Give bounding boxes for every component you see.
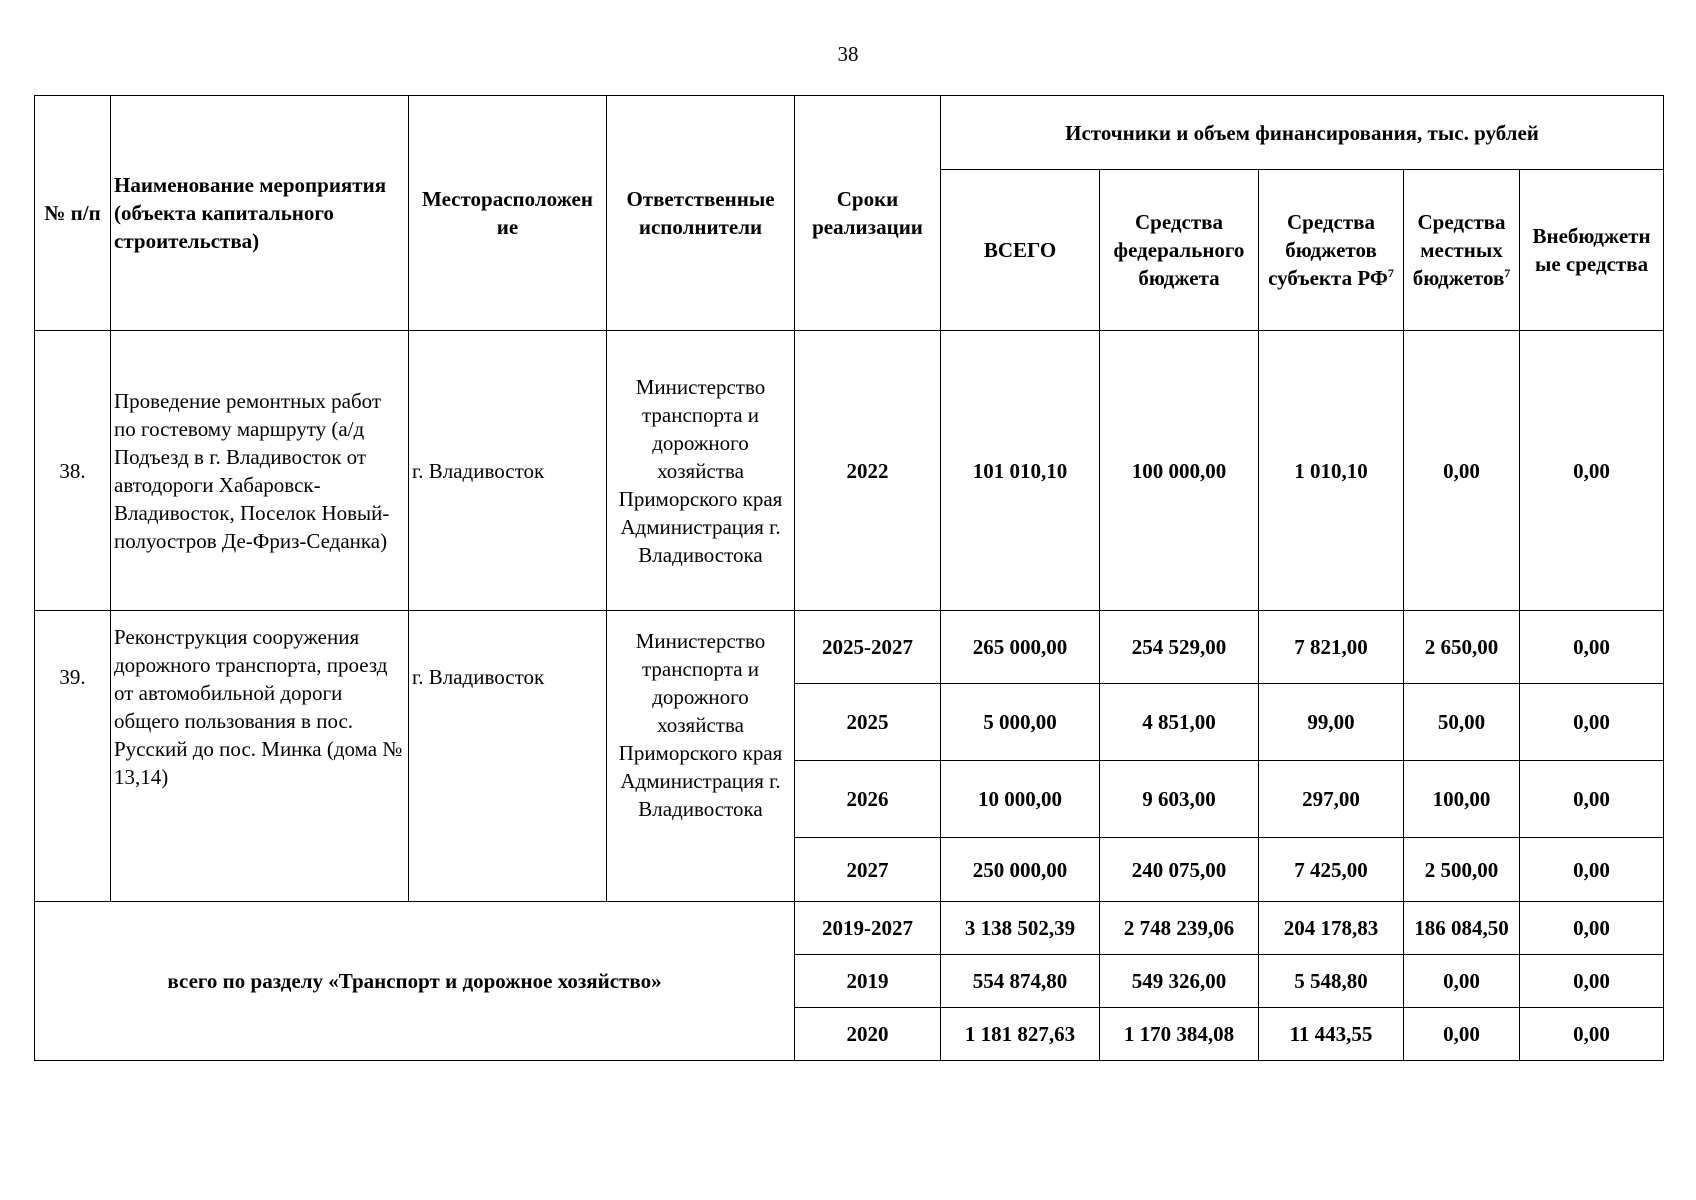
header-local-note: 7 xyxy=(1504,266,1511,280)
summary-term: 2020 xyxy=(795,1008,941,1061)
row-total: 101 010,10 xyxy=(941,331,1100,611)
row-term: 2025-2027 xyxy=(795,611,941,684)
row-extra: 0,00 xyxy=(1520,761,1664,838)
row-term: 2026 xyxy=(795,761,941,838)
summary-total: 554 874,80 xyxy=(941,955,1100,1008)
summary-term: 2019-2027 xyxy=(795,902,941,955)
row-executors: Министерство транспорта и дорожного хозяйства Приморского края Администрация г. Владивостока xyxy=(607,611,795,902)
row-name: Проведение ремонтных работ по гостевому маршруту (а/д Подъезд в г. Владивосток от автодороги Хабаровск-Владивосток, Поселок Новый-полуостров Де-Фриз-Седанка) xyxy=(111,331,409,611)
row-executors: Министерство транспорта и дорожного хозяйства Приморского края Администрация г. Владивостока xyxy=(607,331,795,611)
header-num: № п/п xyxy=(35,96,111,331)
row-federal: 9 603,00 xyxy=(1100,761,1259,838)
row-total: 265 000,00 xyxy=(941,611,1100,684)
summary-federal: 1 170 384,08 xyxy=(1100,1008,1259,1061)
row-local: 2 500,00 xyxy=(1404,838,1520,902)
row-subject: 1 010,10 xyxy=(1259,331,1404,611)
summary-label: всего по разделу «Транспорт и дорожное хозяйство» xyxy=(35,902,795,1061)
row-federal: 254 529,00 xyxy=(1100,611,1259,684)
table-row xyxy=(35,611,1664,684)
summary-extra: 0,00 xyxy=(1520,902,1664,955)
row-local: 0,00 xyxy=(1404,331,1520,611)
row-extra: 0,00 xyxy=(1520,838,1664,902)
header-total: ВСЕГО xyxy=(941,170,1100,331)
header-location: Месторасположен ие xyxy=(409,96,607,331)
summary-local: 186 084,50 xyxy=(1404,902,1520,955)
summary-subject: 11 443,55 xyxy=(1259,1008,1404,1061)
summary-total: 3 138 502,39 xyxy=(941,902,1100,955)
header-federal: Средства федерального бюджета xyxy=(1100,170,1259,331)
header-subject-note: 7 xyxy=(1387,266,1394,280)
row-location: г. Владивосток xyxy=(409,611,607,902)
summary-total: 1 181 827,63 xyxy=(941,1008,1100,1061)
summary-federal: 549 326,00 xyxy=(1100,955,1259,1008)
row-subject: 99,00 xyxy=(1259,684,1404,761)
header-local-label: Средства местных бюджетов xyxy=(1412,210,1506,290)
row-total: 10 000,00 xyxy=(941,761,1100,838)
summary-extra: 0,00 xyxy=(1520,955,1664,1008)
row-num: 38. xyxy=(35,331,111,611)
row-extra: 0,00 xyxy=(1520,684,1664,761)
row-subject: 7 821,00 xyxy=(1259,611,1404,684)
row-local: 2 650,00 xyxy=(1404,611,1520,684)
table-row xyxy=(35,331,1664,611)
summary-row xyxy=(35,902,1664,955)
header-name: Наименование мероприятия (объекта капитального строительства) xyxy=(111,96,409,331)
summary-subject: 204 178,83 xyxy=(1259,902,1404,955)
header-terms: Сроки реализации xyxy=(795,96,941,331)
row-total: 250 000,00 xyxy=(941,838,1100,902)
summary-term: 2019 xyxy=(795,955,941,1008)
row-name: Реконструкция сооружения дорожного транспорта, проезд от автомобильной дороги общего пользования в пос. Русский до пос. Минка (дома № 13,14) xyxy=(111,611,409,902)
funding-table xyxy=(34,95,1664,1061)
row-subject: 7 425,00 xyxy=(1259,838,1404,902)
row-subject: 297,00 xyxy=(1259,761,1404,838)
row-extra: 0,00 xyxy=(1520,331,1664,611)
summary-subject: 5 548,80 xyxy=(1259,955,1404,1008)
summary-local: 0,00 xyxy=(1404,955,1520,1008)
row-term: 2022 xyxy=(795,331,941,611)
header-funding-group: Источники и объем финансирования, тыс. рублей xyxy=(941,96,1664,170)
header-subject-label: Средства бюджетов субъекта РФ xyxy=(1268,210,1388,290)
row-local: 50,00 xyxy=(1404,684,1520,761)
row-extra: 0,00 xyxy=(1520,611,1664,684)
row-term: 2025 xyxy=(795,684,941,761)
row-federal: 100 000,00 xyxy=(1100,331,1259,611)
header-extra: Внебюджетн ые средства xyxy=(1520,170,1664,331)
summary-extra: 0,00 xyxy=(1520,1008,1664,1061)
header-local xyxy=(1404,170,1520,331)
row-num: 39. xyxy=(35,611,111,902)
row-federal: 240 075,00 xyxy=(1100,838,1259,902)
row-location: г. Владивосток xyxy=(409,331,607,611)
row-term: 2027 xyxy=(795,838,941,902)
summary-federal: 2 748 239,06 xyxy=(1100,902,1259,955)
page-number: 38 xyxy=(837,42,859,66)
header-executors: Ответственные исполнители xyxy=(607,96,795,331)
row-local: 100,00 xyxy=(1404,761,1520,838)
summary-local: 0,00 xyxy=(1404,1008,1520,1061)
row-total: 5 000,00 xyxy=(941,684,1100,761)
row-federal: 4 851,00 xyxy=(1100,684,1259,761)
header-subject xyxy=(1259,170,1404,331)
